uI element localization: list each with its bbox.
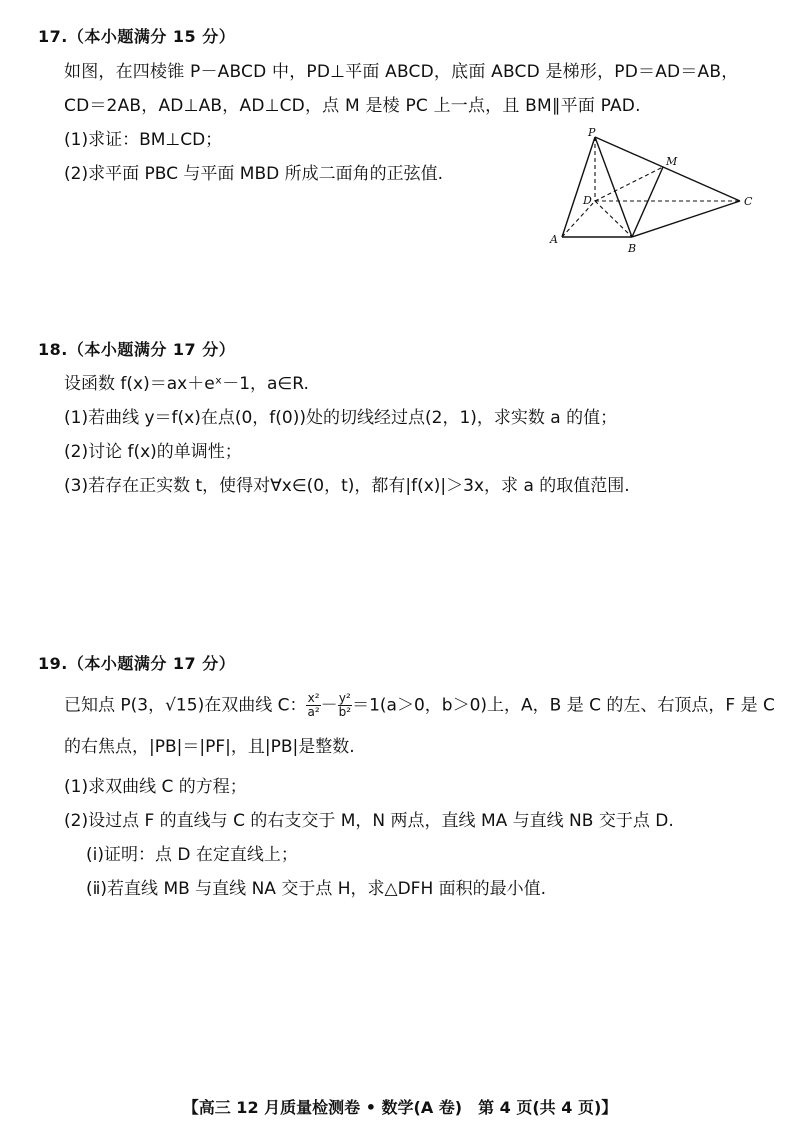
q19-part2: (2)设过点 F 的直线与 C 的右支交于 M，N 两点，直线 MA 与直线 NB 交于点 D. [64, 811, 674, 831]
q18-body: 设函数 f(x)＝ax＋eˣ－1，a∈R. [64, 374, 309, 394]
q19-body-line1-end: ＝1(a＞0，b＞0)上，A，B 是 C 的左、右顶点，F 是 C [352, 695, 775, 716]
q17-body-line2: CD＝2AB，AD⊥AB，AD⊥CD，点 M 是棱 PC 上一点，且 BM∥平面 PAD. [64, 96, 641, 116]
q19-body-line2: 的右焦点，|PB|＝|PF|，且|PB|是整数. [64, 737, 355, 757]
page-footer: 【高三 12 月质量检测卷 • 数学(A 卷) 第 4 页(共 4 页)】 [182, 1098, 618, 1117]
edge-DM [595, 167, 663, 201]
q19-body-line1-start: 已知点 P(3，√15)在双曲线 C： [64, 695, 307, 716]
edge-BC [632, 201, 740, 237]
q18-part2: (2)讨论 f(x)的单调性； [64, 442, 242, 462]
label-C: C [744, 195, 753, 208]
fraction-y2-b2: $\frac{\text{y²}}{\text{b²}}$ [338, 691, 352, 719]
edge-PA [562, 137, 595, 237]
edge-PB [595, 137, 632, 237]
q17-part1: (1)求证：BM⊥CD； [64, 130, 223, 150]
q18-heading: 18.（本小题满分 17 分） [38, 340, 236, 359]
q19-sub1: (ⅰ)证明：点 D 在定直线上； [86, 845, 298, 865]
label-P: P [588, 126, 596, 139]
q18-part3: (3)若存在正实数 t，使得对∀x∈(0，t)，都有|f(x)|＞3x，求 a 的取值范围. [64, 476, 630, 496]
q19-heading: 19.（本小题满分 17 分） [38, 654, 236, 673]
q17-body-line1: 如图，在四棱锥 P－ABCD 中，PD⊥平面 ABCD，底面 ABCD 是梯形，PD＝AD＝AB， [64, 62, 739, 82]
fraction-x2-a2: $\frac{\text{x²}}{\text{a²}}$ [307, 691, 320, 719]
q19-body-line1 [64, 692, 775, 719]
label-A: A [550, 233, 558, 246]
edge-DB [595, 201, 632, 237]
edge-PC [595, 137, 740, 201]
q19-part1: (1)求双曲线 C 的方程； [64, 777, 247, 797]
q17-heading: 17.（本小题满分 15 分） [38, 27, 236, 46]
q19-sub2: (ⅱ)若直线 MB 与直线 NA 交于点 H，求△DFH 面积的最小值. [86, 879, 547, 899]
q18-part1: (1)若曲线 y＝f(x)在点(0，f(0))处的切线经过点(2，1)，求实数 a 的值； [64, 408, 618, 428]
edge-BM [632, 167, 663, 237]
q17-part2: (2)求平面 PBC 与平面 MBD 所成二面角的正弦值. [64, 164, 444, 184]
pyramid-figure [540, 125, 770, 260]
minus-sign: － [320, 695, 338, 716]
label-M: M [666, 155, 678, 168]
label-B: B [628, 242, 637, 255]
label-D: D [583, 194, 592, 207]
